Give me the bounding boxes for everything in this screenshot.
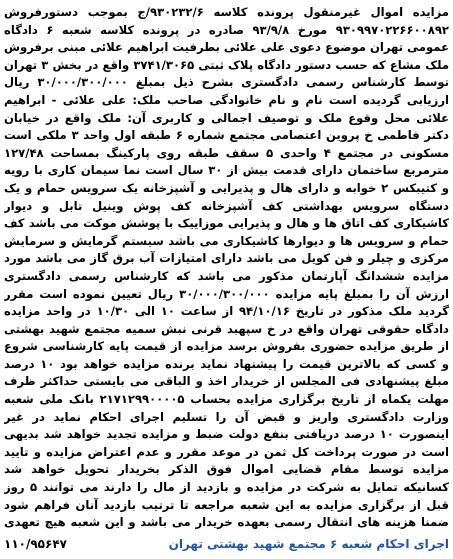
issuer-signature: اجرای احکام شعبه ۶ مجتمع شهید بهشتی تهران	[168, 537, 449, 551]
notice-body: مزایده اموال غیرمنقول پرونده کلاسه ۹۳۰۲۳۲/۶/ج بموجب دستورفروش ۹۳۰۹۹۷۰۲۲۶۶۰۰۸۹۲ مورخ ۹۳/۹/۸ صادره در پرونده کلاسه شعبه ۶ دادگاه عمومی تهران موضوع دعوی علی علائی بطرفیت ابراهیم علائی مبنی برفروش ملک مشاع که حسب دستور دادگاه پلاک ثبتی ۳۷۴۱/۳۰۶۵ واقع در بخش ۳ تهران توسط کارشناس رسمی دادگستری بشرح ذیل بمبلغ ۳۰/۰۰۰/۳۰۰/۰۰۰ ریال ارزیابی گردیده است نام و نام خانوادگی صاحب ملک: علی علائی - ابراهیم علائی محل وقوع ملک و توصیف اجمالی و کاربری آن: ملک واقع در خیابان دکتر فاطمی خ پروین اعتصامی مجتمع شماره ۶ طبقه اول واحد ۳ ملکی است مسکونی در مجتمع ۴ واحدی ۵ سقف طبقه روی پارکینگ بمساحت ۱۲۷/۴۸ مترمربع ساختمان دارای قدمت بیش از ۳۰ سال است نما سیمان کاری با رویه و کتیبکس ۲ خوابه و دارای هال و پذیرایی و آشپزخانه یک سرویس حمام و یک دستگاه سرویس بهداشتی کف آشپزخانه کف پوش وینیل تابل و دیوار کاشیکاری کف اتاق ها و هال و پذیرایی موزاییک با پوشش موکت می باشد کف حمام و سرویس ها و دیوارها کاشیکاری می باشد سیستم گرمایش و سرمایش مرکزی و چیلر و فن کویل می باشد دارای امتیازات آب برق گاز می باشد مورد مزایده ششدانگ آپارتمان مذکور می باشد که کارشناس رسمی دادگستری ارزش آن را بمبلغ پایه مزایده ۳۰/۰۰۰/۳۰۰/۰۰۰ ریال تعیین نموده است مقرر گردید ملک مذکور در تاریخ ۹۴/۱۰/۱۶ از ساعت ۱۰ الی ۱۰/۳۰ در واحد مزایده دادگاه حقوقی تهران واقع در خ سپهبد قرنی نبش سمیه مجتمع شهید بهشتی از طریق مزایده حضوری بفروش برسد مزایده از قیمت پایه کارشناسی شروع و کسی که بالاترین قیمت را پیشنهاد نماید برنده مزایده خواهد بود ۱۰ درصد مبلغ پیشنهادی فی المجلس از خریدار اخذ و الباقی می بایستی حداکثر ظرف مهلت یکماه از تاریخ برگزاری مزایده بحساب ۲۱۷۱۲۹۹۰۰۰۰۵ بانک ملی شعبه وزارت دادگستری واریز و قبض آن را تسلیم اجرای احکام نماید در غیر اینصورت ۱۰ درصد دریافتی بنفع دولت ضبط و مزایده تجدید خواهد شد بدیهی است در صورت پرداخت کل ثمن در موعد مقرر و عدم اعتراض مزایده و تایید مزایده توسط مقام قضایی اموال فوق الذکر بخریدار تحویل خواهد شد کسانیکه تمایل به شرکت در مزایده و بازدید از مال را دارند می توانند ۵ روز قبل از برگزاری مزایده به این شعبه مراجعه تا ترتیب بازدید آنان فراهم شود ضمنا هزینه های انتقال رسمی بعهده خریدار می باشد و این شعبه هیچ تعهدی	[4, 5, 449, 530]
notice-footer	[4, 535, 449, 553]
notice-code: ۱۱۰/۹۵۶۴۷	[4, 537, 67, 551]
